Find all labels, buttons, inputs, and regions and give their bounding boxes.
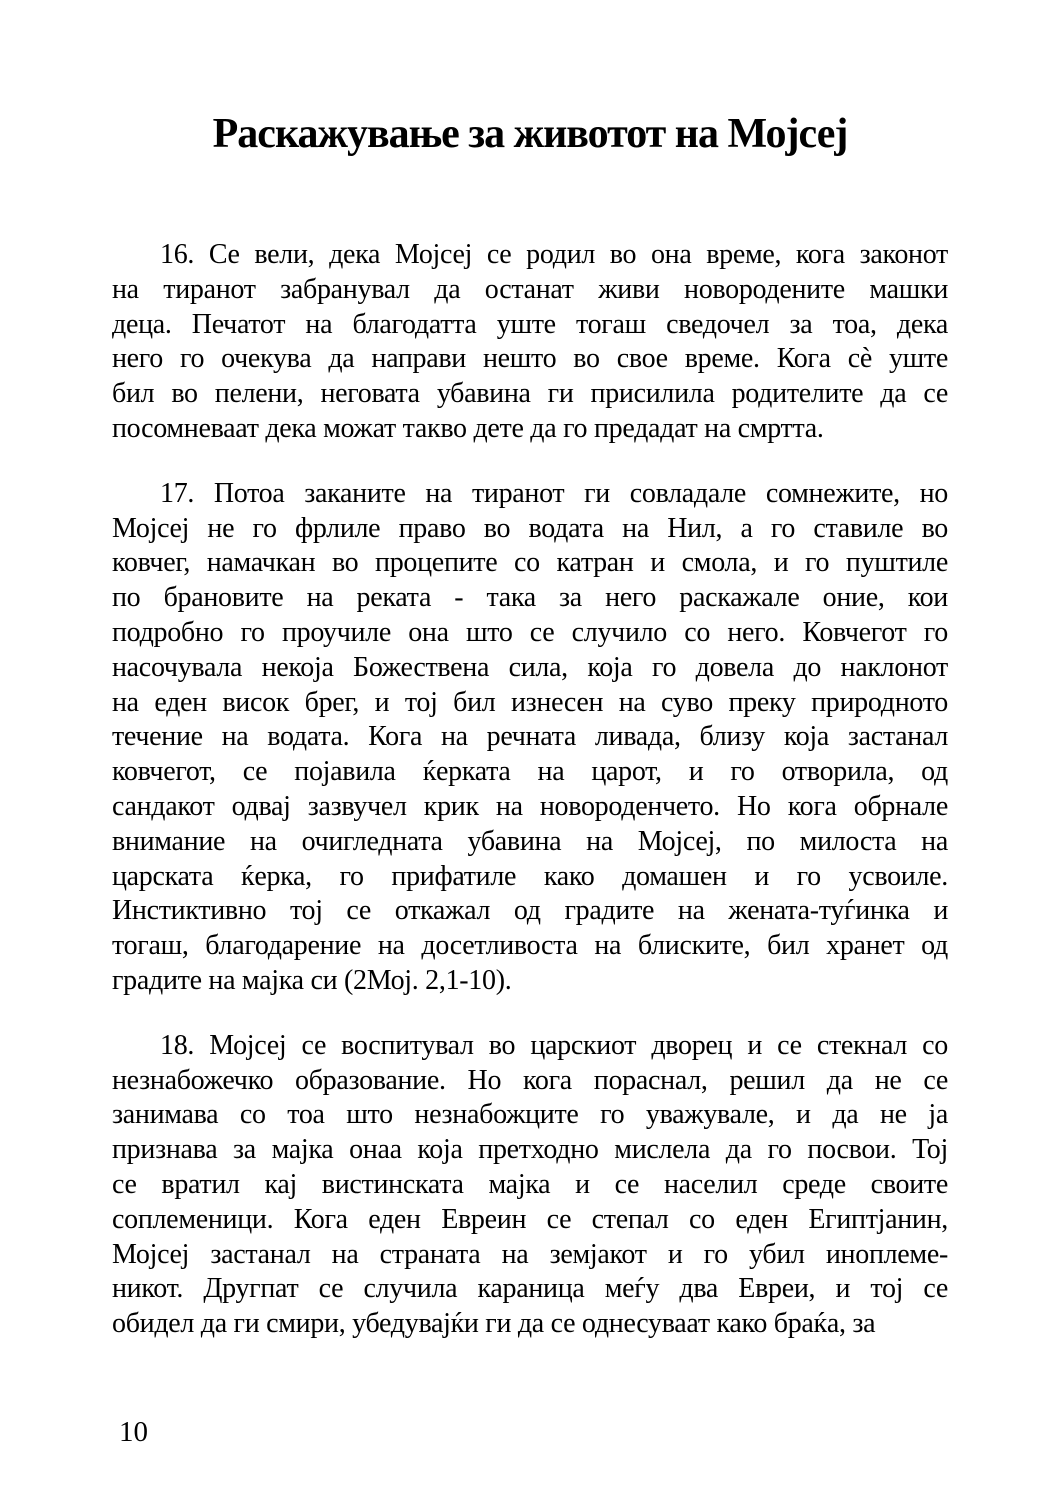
text-line: признава за мајка онаа која претходно мислела да го посвои. Тој — [112, 1134, 948, 1166]
paragraph — [112, 238, 948, 447]
text-line: тогаш, благодарение на досетливоста на блиските, бил хранет од — [112, 930, 948, 962]
text-line: деца. Печатот на благодатта уште тогаш сведочел за тоа, дека — [112, 308, 948, 340]
text-line: него го очекува да направи нешто во свое време. Кога сѐ уште — [112, 343, 948, 375]
text-line: 18. Мојсеј се воспитувал во царскиот дворец и се стекнал со — [160, 1029, 948, 1061]
text-line: 17. Потоа заканите на тиранот ги совладале сомнежите, но — [160, 477, 948, 509]
text-line: се вратил кај вистинската мајка и се населил среде своите — [112, 1168, 948, 1200]
paragraph — [112, 477, 948, 999]
text-line: Мојсеј застанал на страната на земјакот и го убил иноплеме- — [112, 1238, 948, 1270]
text-line: Мојсеј не го фрлиле право во водата на Нил, а го ставиле во — [112, 512, 948, 544]
page-title: Раскажување за животот на Мојсеј — [212, 111, 848, 157]
text-line: царската ќерка, го прифатиле како домашен и го усвоиле. — [112, 860, 948, 892]
text-line: посомневаат дека можат такво дете да го предадат на смртта. — [112, 412, 824, 444]
paragraph — [112, 1029, 948, 1342]
text-line: по брановите на реката - така за него раскажале оние, кои — [112, 582, 948, 614]
text-line: на тиранот забранувал да останат живи новородените машки — [112, 273, 948, 305]
page-number: 10 — [119, 1416, 148, 1448]
text-line: обидел да ги смири, убедувајќи ги да се однесуваат како браќа, за — [112, 1308, 876, 1340]
text-line: насочувала некоја Божествена сила, која го довела до наклонот — [112, 651, 948, 683]
text-line: никот. Другпат се случила караница меѓу два Евреи, и тој се — [112, 1273, 948, 1305]
text-line: незнабожечко образование. Но кога пораснал, решил да не се — [112, 1064, 948, 1096]
text-line: внимание на очигледната убавина на Мојсеј, по милоста на — [112, 825, 948, 857]
text-line: градите на мајка си (2Мој. 2,1-10). — [112, 964, 512, 996]
text-line: бил во пелени, неговата убавина ги присилила родителите да се — [112, 378, 948, 410]
text-line: сандакот одвај зазвучел крик на новороденчето. Но кога обрнале — [112, 790, 948, 822]
text-line: соплеменици. Кога еден Евреин се степал со еден Египтјанин, — [112, 1203, 948, 1235]
text-line: занимава со тоа што незнабожците го уважувале, и да не ја — [112, 1099, 948, 1131]
text-line: течение на водата. Кога на речната ливада, близу која застанал — [112, 721, 948, 753]
body-text — [112, 238, 948, 1372]
text-line: ковчегот, се појавила ќерката на царот, и го отворила, од — [112, 756, 948, 788]
text-line: подробно го проучиле она што се случило со него. Ковчегот го — [112, 616, 948, 648]
text-line: 16. Се вели, дека Мојсеј се родил во она време, кога законот — [160, 239, 948, 270]
text-line: Инстиктивно тој се откажал од градите на жената-туѓинка и — [112, 895, 948, 927]
text-line: на еден висок брег, и тој бил изнесен на суво преку природното — [112, 686, 948, 718]
text-line: ковчег, намачкан во процепите со катран и смола, и го пуштиле — [112, 547, 948, 579]
